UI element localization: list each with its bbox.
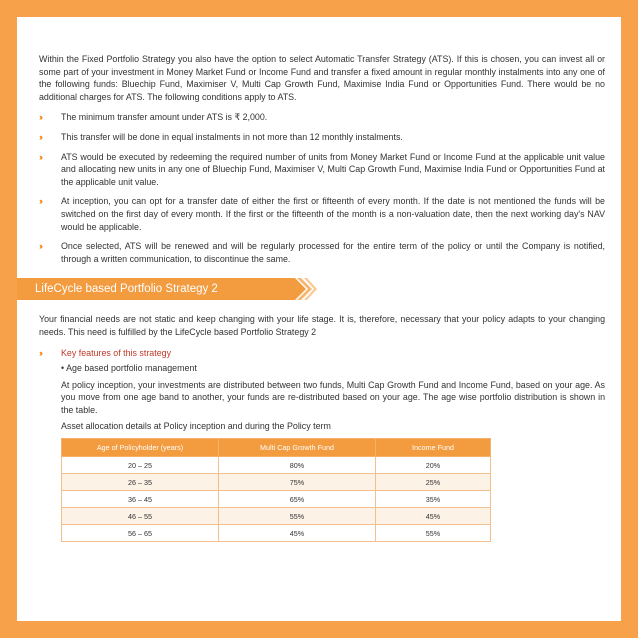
key-feature-item: • Age based portfolio management <box>61 363 197 374</box>
list-item-text: The minimum transfer amount under ATS is ₹ 2,000. <box>61 112 268 123</box>
list-item-text: ATS would be executed by redeeming the required number of units from Money Market Fund or Income Fund at the applicable unit value and allocating new units in any one of Bluechip Fund, Maximiser V, Multi Cap Growth Fund, Maximise India Fund or Opportunities Fund at the applicable unit value. <box>61 151 605 187</box>
column-header: Age of Policyholder (years) <box>62 439 219 457</box>
table-row <box>62 474 491 491</box>
table-cell: 75% <box>219 474 376 491</box>
table-cell: 45% <box>376 508 491 525</box>
section-banner <box>35 278 605 300</box>
table-cell: 26 – 35 <box>62 474 219 491</box>
ats-conditions-list <box>39 111 605 265</box>
list-item <box>39 240 605 265</box>
table-cell: 20 – 25 <box>62 457 219 474</box>
section-title: LifeCycle based Portfolio Strategy 2 <box>35 283 218 296</box>
chevron-right-icon: ›› <box>39 196 41 207</box>
page-content <box>35 53 605 549</box>
table-cell: 55% <box>219 508 376 525</box>
chevron-right-icon: ›› <box>39 131 41 142</box>
chevron-right-icon: ›› <box>39 347 41 358</box>
table-cell: 55% <box>376 525 491 542</box>
list-item-text: This transfer will be done in equal instalments in not more than 12 monthly instalments. <box>61 131 403 142</box>
chevron-right-icon: ›› <box>39 241 41 252</box>
list-item <box>39 131 605 144</box>
table-row <box>62 525 491 542</box>
list-item <box>39 111 605 124</box>
chevron-right-icon: ›› <box>39 151 41 162</box>
key-features-description: At policy inception, your investments are distributed between two funds, Multi Cap Growth Fund and Income Fund, based on your age. As you move from one age band to another, your funds are re-distributed based on your age. The age wise portfolio distribution is shown in the table. <box>61 379 605 415</box>
table-cell: 56 – 65 <box>62 525 219 542</box>
column-header: Multi Cap Growth Fund <box>219 439 376 457</box>
table-header-row <box>62 439 491 457</box>
table-cell: 35% <box>376 491 491 508</box>
table-cell: 65% <box>219 491 376 508</box>
table-cell: 20% <box>376 457 491 474</box>
table-row <box>62 491 491 508</box>
table-row <box>62 457 491 474</box>
list-item-text: Once selected, ATS will be renewed and will be regularly processed for the entire term of the policy or until the Company is notified, through a written communication, to discontinue the same. <box>61 241 605 264</box>
table-cell: 36 – 45 <box>62 491 219 508</box>
ats-intro-paragraph: Within the Fixed Portfolio Strategy you also have the option to select Automatic Transfer Strategy (ATS). If this is chosen, you can invest all or some part of your investment in Money Market Fund or Income Fund and transfer a fixed amount in regular monthly instalments into any one of the following funds: Bluechip Fund, Maximiser V, Multi Cap Growth Fund, Maximise India Fund or Opportunities Fund. There would be no additional charges for ATS. The following conditions apply to ATS. <box>39 54 605 102</box>
table-cell: 45% <box>219 525 376 542</box>
allocation-table <box>61 438 491 542</box>
list-item-text: At inception, you can opt for a transfer date of either the first or fifteenth of every month. If the date is not mentioned the funds will be switched on the first day of every month. If the first or the fifteenth of the month is a non-valuation date, then the next working day's NAV would be applicable. <box>61 196 605 232</box>
document-page <box>17 17 621 621</box>
column-header: Income Fund <box>376 439 491 457</box>
table-row <box>62 508 491 525</box>
table-cell: 80% <box>219 457 376 474</box>
key-features <box>39 347 605 543</box>
list-item <box>39 195 605 233</box>
key-features-title: Key features of this strategy <box>61 347 172 358</box>
chevron-right-icon: ›› <box>39 112 41 123</box>
table-cell: 25% <box>376 474 491 491</box>
list-item <box>39 151 605 189</box>
section-intro-paragraph: Your financial needs are not static and keep changing with your life stage. It is, therefore, necessary that your policy adapts to your changing needs. This need is fulfilled by the LifeCycle based Portfolio Strategy 2 <box>39 314 605 337</box>
table-cell: 46 – 55 <box>62 508 219 525</box>
table-caption: Asset allocation details at Policy inception and during the Policy term <box>61 421 331 432</box>
